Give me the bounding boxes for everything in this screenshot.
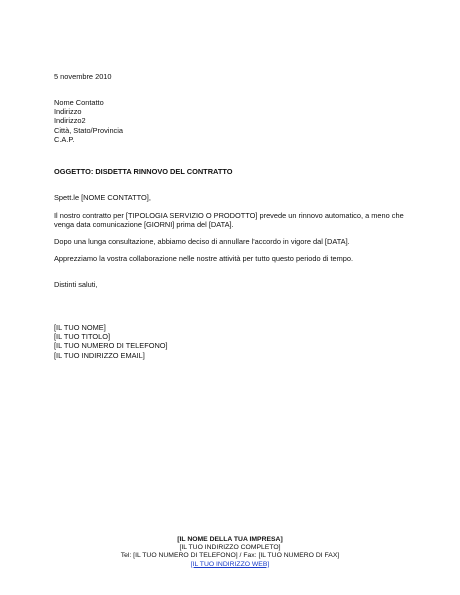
letter-salutation: Spett.le [NOME CONTATTO], xyxy=(54,193,151,202)
letter-date-block xyxy=(54,72,414,81)
closing-block xyxy=(54,280,414,289)
body-paragraph-2 xyxy=(54,237,414,246)
letter-date: 5 novembre 2010 xyxy=(54,72,112,81)
recipient-name: Nome Contatto xyxy=(54,98,104,107)
recipient-address-line2: Indirizzo2 xyxy=(54,116,86,126)
recipient-zip: C.A.P. xyxy=(54,134,75,144)
footer-address: [IL TUO INDIRIZZO COMPLETO] xyxy=(179,544,281,552)
signature-title: [IL TUO TITOLO] xyxy=(54,332,110,342)
signature-name: [IL TUO NOME] xyxy=(54,323,106,332)
recipient-city-state: Città, Stato/Provincia xyxy=(54,125,124,135)
signature-phone: [IL TUO NUMERO DI TELEFONO] xyxy=(54,341,168,351)
letter-subject: OGGETTO: DISDETTA RINNOVO DEL CONTRATTO xyxy=(54,167,233,176)
paragraph-text: Apprezziamo la vostra collaborazione nelle nostre attività per tutto questo periodo di tempo. xyxy=(54,254,354,263)
letter-footer xyxy=(0,536,460,569)
signature-email: [IL TUO INDIRIZZO EMAIL] xyxy=(54,350,145,360)
footer-contact: Tel: [IL TUO NUMERO DI TELEFONO] / Fax: [IL TUO NUMERO DI FAX] xyxy=(120,552,340,560)
letter-closing: Distinti saluti, xyxy=(54,280,98,289)
footer-website-link[interactable]: [IL TUO INDIRIZZO WEB] xyxy=(190,560,270,568)
subject-block xyxy=(54,167,414,176)
salutation-block xyxy=(54,193,414,202)
recipient-address-line1: Indirizzo xyxy=(54,107,82,117)
body-paragraph-3 xyxy=(54,254,414,263)
footer-company-name: [IL NOME DELLA TUA IMPRESA] xyxy=(177,536,283,543)
paragraph-text: Il nostro contratto per [TIPOLOGIA SERVIZIO O PRODOTTO] prevede un rinnovo automatico, a meno che venga data comunicazione [GIORNI] prima del [DATA]. xyxy=(54,211,404,230)
body-paragraph-1 xyxy=(54,211,404,229)
recipient-address xyxy=(54,98,414,144)
signature-block xyxy=(54,323,414,360)
paragraph-text: Dopo una lunga consultazione, abbiamo deciso di annullare l'accordo in vigore dal [DATA]. xyxy=(54,237,350,246)
